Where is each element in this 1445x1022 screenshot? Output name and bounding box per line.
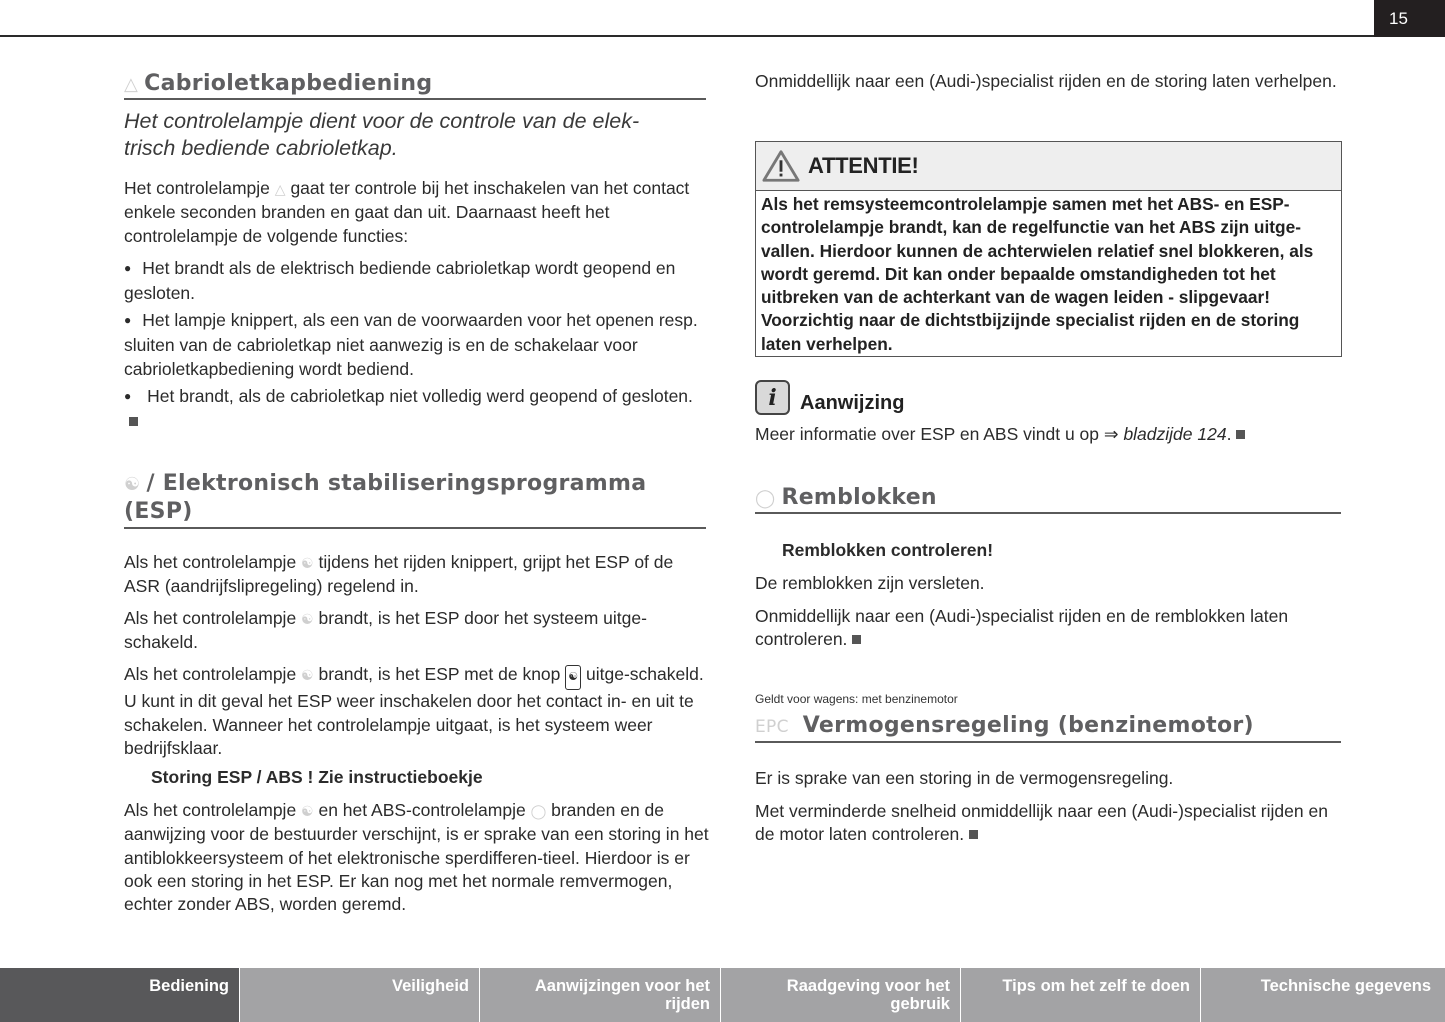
- section-heading-vermogensregeling: EPC Vermogensregeling (benzinemotor): [755, 712, 1341, 743]
- brake-pad-lamp-icon: ◯: [755, 488, 776, 509]
- paragraph: Er is sprake van een storing in de vermogensregeling.: [755, 768, 1174, 788]
- info-icon: i: [755, 380, 790, 415]
- epc-lamp-icon: EPC: [755, 717, 789, 737]
- tab-aanwijzingen-voor-het-rijden[interactable]: Aanwijzingen voor het rijden: [480, 968, 721, 1022]
- esp-lamp-icon: ☯: [301, 611, 314, 627]
- paragraph: Als het controlelampje ☯ brandt, is het ESP door het systeem uitge-schakeld.: [124, 608, 647, 653]
- paragraph: Onmiddellijk naar een (Audi-)specialist rijden en de remblokken laten controleren.: [755, 606, 1289, 650]
- convertible-top-lamp-icon: △: [274, 181, 286, 197]
- page-number: 15: [1374, 0, 1445, 37]
- warning-box: [755, 141, 1342, 357]
- esp-lamp-icon: ☯: [301, 667, 314, 683]
- tab-veiligheid[interactable]: Veiligheid: [240, 968, 480, 1022]
- abs-lamp-icon: ◯: [530, 803, 547, 819]
- section-heading-remblokken: ◯ Remblokken: [755, 484, 1341, 514]
- bullet-item: ● Het brandt als de elektrisch bediende cabrioletkap wordt geopend en gesloten.: [124, 257, 706, 306]
- warning-body: Als het remsysteemcontrolelampje samen met het ABS- en ESP-controlelampje brandt, kan de regelfunctie van het ABS zijn uitge-vallen. Hierdoor kunnen de achterwielen relatief snel blokkeren, als wordt geremd. Dit kan onder bepaalde omstandigheden tot het uitbreken van de achterkant van de wagen leiden - slipgevaar! Voorzichtig naar de dichtstbijzijnde specialist rijden en de storing laten verhelpen.: [761, 194, 1314, 354]
- tab-bediening[interactable]: Bediening: [0, 968, 240, 1022]
- warning-triangle-icon: [762, 148, 800, 184]
- section-heading-esp: ☯ / Elektronisch stabiliseringsprogramma (ESP): [124, 470, 706, 529]
- convertible-top-lamp-icon: △: [124, 74, 139, 95]
- tab-tips-om-het-zelf-te-doen[interactable]: Tips om het zelf te doen: [961, 968, 1201, 1022]
- paragraph: Het controlelampje △ gaat ter controle bij het inschakelen van het contact enkele seconden branden en gaat dan uit. Daarnaast heeft het controlelampje de volgende functies:: [124, 178, 690, 246]
- paragraph: Als het controlelampje ☯ brandt, is het ESP met de knop ☯ uitge-schakeld. U kunt in dit geval het ESP weer inschakelen door het contact in- en uit te schakelen. Wanneer het controlelampje uitgaat, is het systeem weer bedrijfsklaar.: [124, 664, 704, 758]
- page-reference-link[interactable]: bladzijde 124: [1123, 424, 1227, 444]
- note-text: Meer informatie over ESP en ABS vindt u op ⇒ bladzijde 124.: [755, 423, 1341, 446]
- section-intro: Het controlelampje dient voor de controle van de elek- trisch bediende cabrioletkap.: [124, 109, 640, 160]
- bullet-item: ● Het brandt, als de cabrioletkap niet volledig werd geopend of gesloten.: [124, 385, 706, 434]
- esp-lamp-icon: ☯: [124, 474, 141, 495]
- end-mark: [852, 635, 861, 644]
- esp-button-icon: ☯: [565, 665, 581, 690]
- warning-header: ATTENTIE!: [756, 142, 1341, 191]
- tab-raadgeving-voor-het-gebruik[interactable]: Raadgeving voor het gebruik: [721, 968, 961, 1022]
- bullet-item: ● Het lampje knippert, als een van de voorwaarden voor het openen resp. sluiten van de cabrioletkap niet aanwezig is en de schakelaar voor cabrioletkapbediening wordt bediend.: [124, 309, 706, 381]
- esp-lamp-icon: ☯: [301, 803, 314, 819]
- paragraph: Met verminderde snelheid onmiddellijk naar een (Audi-)specialist rijden en de motor laten controleren.: [755, 801, 1328, 845]
- subheading: Storing ESP / ABS ! Zie instructieboekje: [151, 767, 483, 787]
- esp-lamp-icon: ☯: [301, 555, 314, 571]
- tab-technische-gegevens[interactable]: Technische gegevens: [1201, 968, 1445, 1022]
- paragraph: De remblokken zijn versleten.: [755, 573, 985, 593]
- top-rule: [0, 35, 1445, 37]
- end-mark: [1236, 430, 1245, 439]
- paragraph: Onmiddellijk naar een (Audi-)specialist rijden en de storing laten verhelpen.: [755, 71, 1337, 91]
- chapter-tabs: [0, 968, 1445, 1022]
- section-heading-cabrioletkap: △ Cabrioletkapbediening: [124, 70, 706, 100]
- subheading: Remblokken controleren!: [782, 540, 994, 560]
- applies-to-note: Geldt voor wagens: met benzinemotor: [755, 692, 958, 706]
- paragraph: Als het controlelampje ☯ tijdens het rijden knippert, grijpt het ESP of de ASR (aandrijfslipregeling) regelend in.: [124, 552, 674, 597]
- note-title: Aanwijzing: [800, 392, 905, 414]
- end-mark: [129, 417, 138, 426]
- paragraph: Als het controlelampje ☯ en het ABS-controlelampje ◯ branden en de aanwijzing voor de bestuurder verschijnt, is er sprake van een storing in het antiblokkeersysteem of het elektronische sperdifferen-tieel. Hierdoor is er ook een storing in het ESP. Er kan nog met het normale remvermogen, echter zonder ABS, worden geremd.: [124, 800, 709, 915]
- end-mark: [969, 830, 978, 839]
